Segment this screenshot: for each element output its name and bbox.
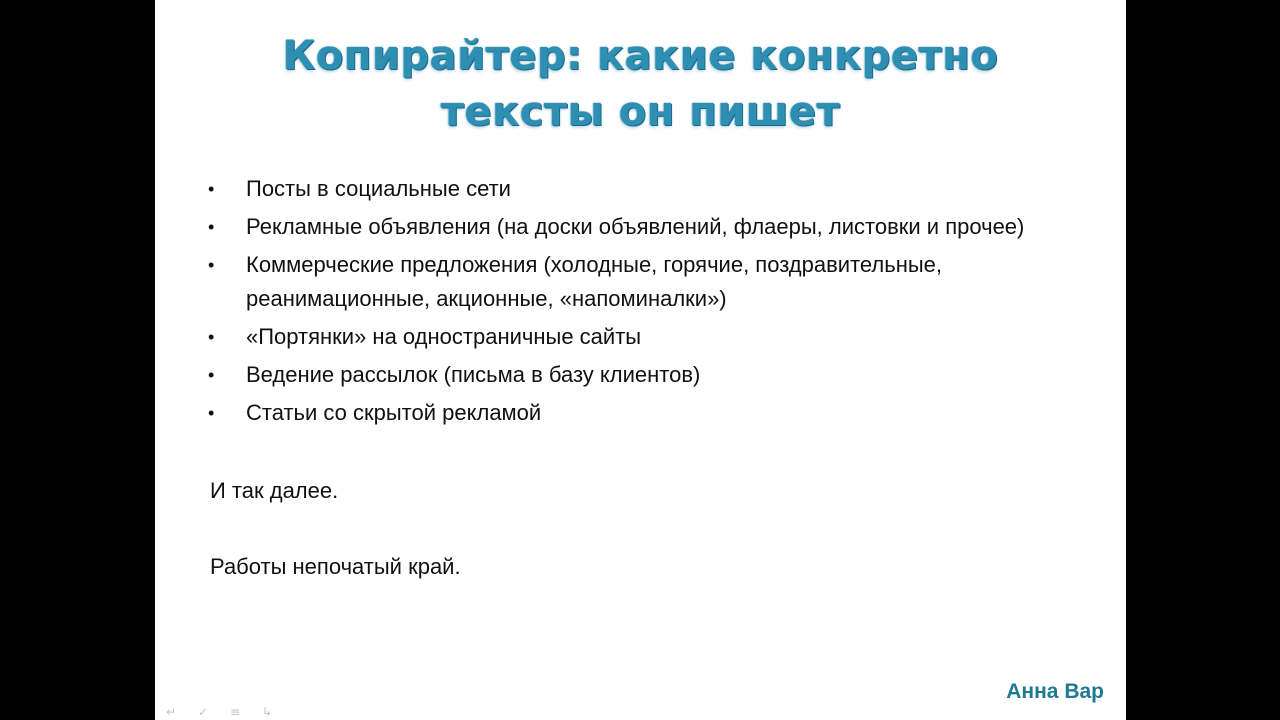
pen-icon[interactable]: ✓	[197, 705, 209, 719]
list-item	[155, 210, 1126, 244]
slide-title	[155, 28, 1126, 140]
forward-arrow-icon[interactable]: ↳	[261, 705, 273, 719]
back-arrow-icon[interactable]: ↵	[165, 705, 177, 719]
bullet-text: Рекламные объявления (на доски объявлений, флаеры, листовки и прочее)	[246, 214, 1025, 239]
bullet-text: Коммерческие предложения (холодные, горячие, поздравительные, реанимационные, акционные, «напоминалки»)	[246, 252, 943, 311]
bullet-text: Посты в социальные сети	[246, 176, 511, 201]
bullet-icon: •	[208, 255, 215, 275]
slideshow-controls	[161, 704, 277, 720]
bullet-text: Статьи со скрытой рекламой	[246, 400, 542, 425]
closing-text: И так далее.	[210, 478, 339, 503]
list-item	[155, 358, 1126, 392]
bullet-text: Ведение рассылок (письма в базу клиентов)	[246, 362, 701, 387]
presentation-slide	[155, 0, 1126, 720]
list-item	[155, 248, 1126, 316]
bullet-icon: •	[208, 327, 215, 347]
slide-title-line-1: Копирайтер: какие конкретно	[282, 33, 999, 79]
closing-remark: Работы непочатый край.	[210, 554, 461, 579]
bullet-icon: •	[208, 179, 215, 199]
bullet-icon: •	[208, 403, 215, 423]
author-signature: Анна Вар	[1006, 680, 1104, 703]
slide-title-line-2: тексты он пишет	[440, 89, 841, 135]
bullet-icon: •	[208, 365, 215, 385]
menu-icon[interactable]: ≡	[229, 705, 241, 719]
list-item	[155, 320, 1126, 354]
bullet-list	[155, 172, 1126, 434]
list-item	[155, 396, 1126, 430]
list-item	[155, 172, 1126, 206]
bullet-text: «Портянки» на одностраничные сайты	[246, 324, 642, 349]
bullet-icon: •	[208, 217, 215, 237]
